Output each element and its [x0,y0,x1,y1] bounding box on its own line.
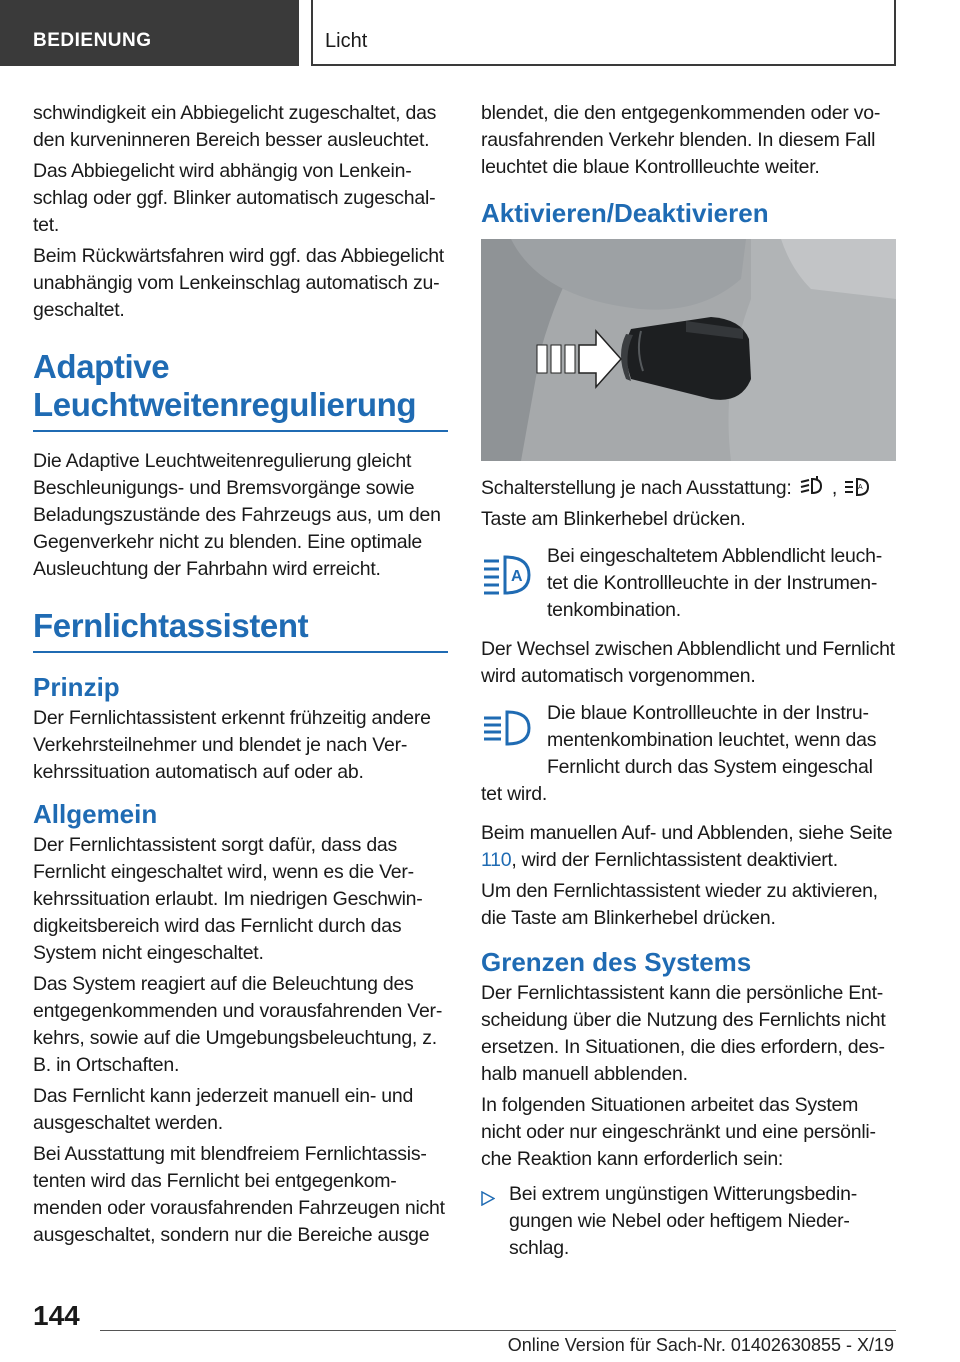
page-reference-link[interactable]: 110 [481,849,512,871]
text-run: , wird der Fernlichtassistent deaktiviert. [511,849,838,871]
paragraph: In folgenden Situationen arbeitet das System nicht oder nur eingeschränkt und eine persönliche Reaktion kann erforderlich sein: [481,1094,877,1170]
heading-prinzip: Prinzip [33,672,120,702]
paragraph: Um den Fernlichtassistent wieder zu aktivieren, die Taste am Blinkerhebel drücken. [481,880,878,929]
heading-grenzen-des-systems: Grenzen des Systems [481,947,752,977]
heading-aktivieren-deaktivieren: Aktivieren/Deaktivieren [481,198,769,228]
right-column [481,100,896,1262]
heading-allgemein: Allgemein [33,799,158,829]
turn-signal-lever-photo [481,239,896,461]
note-text: Die blaue Kontrollleuchte in der Instrumentenkombination leuchtet, wenn das Fernlicht durch das System eingeschal [547,702,877,778]
high-beam-assist-icon [842,476,872,498]
heading-adaptive-leuchtweitenregulierung: Adaptive Leuchtweitenregulierung [33,348,448,432]
paragraph: Der Fernlichtassistent kann die persönliche Entscheidung über die Nutzung des Fernlichts nicht ersetzen. In Situationen, die dies erfordern, deshalb manuell abblenden. [481,982,886,1085]
schalter-label: Schalterstellung je nach Ausstattung: [481,477,792,499]
schalter-separator: , [831,477,838,499]
list-item [481,1181,896,1262]
paragraph: Taste am Blinkerhebel drücken. [481,508,746,530]
lever-illustration [481,239,896,461]
svg-text:A: A [858,484,863,491]
paragraph: Das Fernlicht kann jederzeit manuell ein- und ausgeschaltet werden. [33,1085,414,1134]
page-number: 144 [33,1300,80,1331]
paragraph: Der Fernlichtassistent erkennt frühzeitig andere Verkehrsteilnehmer und blendet je nach Verkehrssituation automatisch auf oder ab. [33,707,431,783]
indicator-note-low-beam [481,543,896,624]
paragraph: schwindigkeit ein Abbiegelicht zugeschaltet, das den kurveninneren Bereich besser ausleuchtet. [33,102,437,151]
paragraph: Der Fernlichtassistent sorgt dafür, dass das Fernlicht eingeschaltet wird, wenn es die Verkehrssituation erlaubt. Im niedrigen Geschwindigkeitsbereich wird das Fernlicht durch das System nicht eingeschaltet. [33,834,423,964]
chapter-title: Licht [311,0,896,66]
low-beam-assist-indicator-icon [481,553,533,597]
indicator-note-high-beam [481,700,896,808]
paragraph: Das System reagiert auf die Beleuchtung des entgegenkommenden und vorausfahrenden Verkehrs, sowie auf die Umgebungsbeleuchtung, z. B. in Ortschaften. [33,973,443,1076]
paragraph: Die Adaptive Leuchtweitenregulierung gleicht Beschleunigungs- und Bremsvorgänge sowie Beladungszustände des Fahrzeugs aus, um den Gegenverkehr nicht zu blenden. Eine optimale Ausleuchtung der Fahrbahn wird erreicht. [33,450,441,580]
paragraph: Beim Rückwärtsfahren wird ggf. das Abbiegelicht unabhängig vom Lenkeinschlag automatisch zugeschaltet. [33,245,444,321]
list-item-text: Bei extrem ungünstigen Witterungsbedingungen wie Nebel oder heftigem Niederschlag. [509,1183,858,1259]
bullet-triangle-icon [481,1187,495,1202]
footer-version: Online Version für Sach-Nr. 01402630855 - X/19 [507,1335,894,1355]
paragraph [481,820,896,874]
left-column [33,100,448,1253]
paragraph: Bei Ausstattung mit blendfreiem Fernlichtassistenten wird das Fernlicht bei entgegenkommenden oder vorausfahrenden Fahrzeugen nicht ausgeschaltet, sondern nur die Bereiche ausge [33,1143,445,1246]
section-tab: BEDIENUNG [0,0,299,66]
paragraph: Das Abbiegelicht wird abhängig von Lenkeinschlag oder ggf. Blinker automatisch zugeschaltet. [33,160,436,236]
svg-text:A: A [511,568,523,585]
paragraph [481,475,896,502]
high-beam-indicator-icon [481,706,533,750]
heading-fernlichtassistent: Fernlichtassistent [33,607,448,653]
paragraph: blendet, die den entgegenkommenden oder vorausfahrenden Verkehr blenden. In diesem Fall leuchtet die blaue Kontrollleuchte weiter. [481,102,881,178]
text-run: Beim manuellen Auf- und Abblenden, siehe Seite [481,822,893,844]
footer-divider [100,1330,896,1331]
paragraph: Der Wechsel zwischen Abblendlicht und Fernlicht wird automatisch vorgenommen. [481,638,895,687]
high-beam-assist-lever-icon [797,476,827,498]
note-text: Bei eingeschaltetem Abblendlicht leuchtet die Kontrollleuchte in der Instrumentenkombination. [547,545,883,621]
note-text-continued: tet wird. [481,783,548,805]
